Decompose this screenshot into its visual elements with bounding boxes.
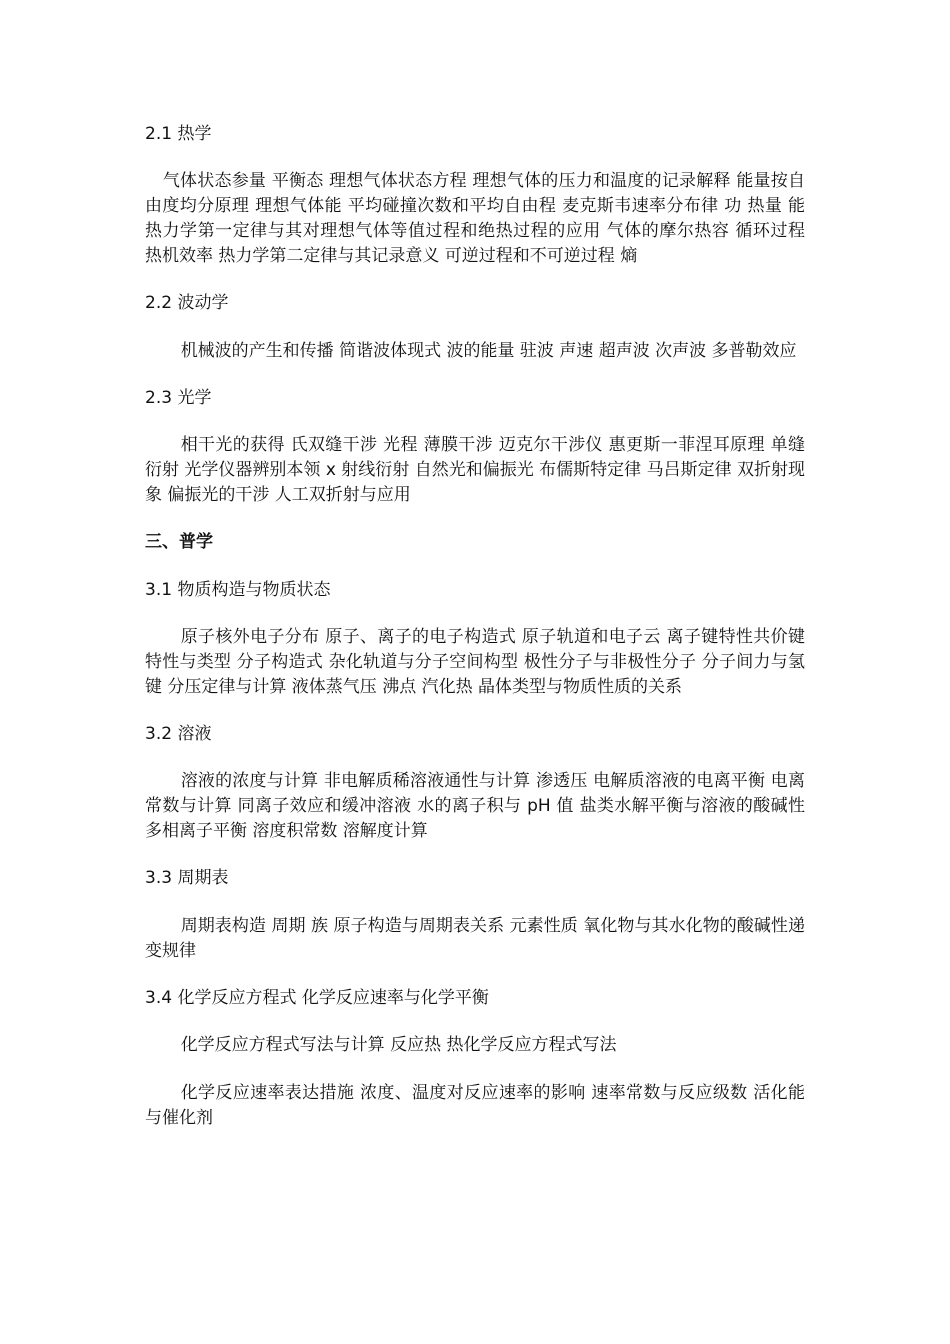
- heading-2-2-wave-physics: 2.2 波动学: [145, 293, 229, 314]
- paragraph-3-2: 溶液的浓度与计算 非电解质稀溶液通性与计算 渗透压 电解质溶液的电离平衡 电离常数与计算 同离子效应和缓冲溶液 水的离子积与 pH 值 盐类水解平衡与溶液的酸碱性 多相离子平衡 溶度积常数 溶解度计算: [145, 771, 805, 842]
- section-heading-3: 三、普学: [145, 532, 213, 553]
- heading-3-3-periodic-table: 3.3 周期表: [145, 868, 229, 889]
- paragraph-2-1: 气体状态参量 平衡态 理想气体状态方程 理想气体的压力和温度的记录解释 能量按自由度均分原理 理想气体能 平均碰撞次数和平均自由程 麦克斯韦速率分布律 功 热量 能 热力学第一定律与其对理想气体等值过程和绝热过程的应用 气体的摩尔热容 循环过程 热机效率 热力学第二定律与其记录意义 可逆过程和不可逆过程 熵: [145, 171, 805, 266]
- heading-2-1-thermodynamics: 2.1 热学: [145, 124, 212, 144]
- heading-3-2-solutions: 3.2 溶液: [145, 724, 212, 745]
- paragraph-3-1: 原子核外电子分布 原子、离子的电子构造式 原子轨道和电子云 离子键特性共价键特性与类型 分子构造式 杂化轨道与分子空间构型 极性分子与非极性分子 分子间力与氢键 分压定律与计算 液体蒸气压 沸点 汽化热 晶体类型与物质性质的关系: [145, 627, 805, 697]
- paragraph-2-3: 相干光的获得 氏双缝干涉 光程 薄膜干涉 迈克尔干涉仪 惠更斯一菲涅耳原理 单缝衍射 光学仪器辨别本领 x 射线衍射 自然光和偏振光 布儒斯特定律 马吕斯定律 双折射现象 偏振光的干涉 人工双折射与应用: [145, 435, 805, 505]
- heading-3-1-matter-structure: 3.1 物质构造与物质状态: [145, 579, 331, 600]
- paragraph-3-4-a: 化学反应方程式写法与计算 反应热 热化学反应方程式写法: [180, 1035, 617, 1056]
- paragraph-3-4-b: 化学反应速率表达措施 浓度、温度对反应速率的影响 速率常数与反应级数 活化能与催化剂: [145, 1082, 805, 1128]
- paragraph-2-2: 机械波的产生和传播 简谐波体现式 波的能量 驻波 声速 超声波 次声波 多普勒效应: [180, 340, 797, 361]
- document-page: [145, 122, 805, 1153]
- paragraph-3-3: 周期表构造 周期 族 原子构造与周期表关系 元素性质 氧化物与其水化物的酸碱性递变规律: [145, 915, 805, 961]
- heading-3-4-chemical-reactions: 3.4 化学反应方程式 化学反应速率与化学平衡: [145, 988, 489, 1009]
- heading-2-3-optics: 2.3 光学: [145, 387, 212, 408]
